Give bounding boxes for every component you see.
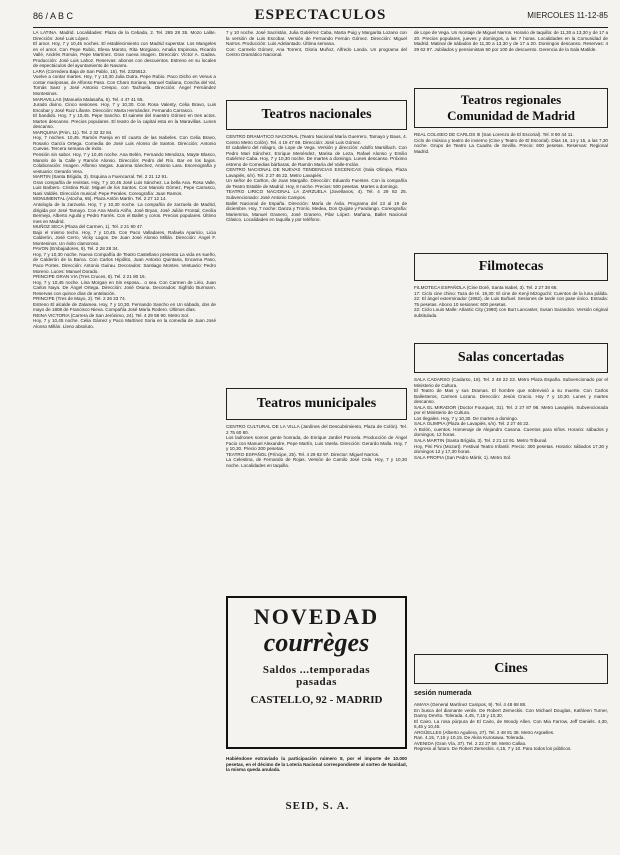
listing: Ciclo de música y teatro de invierno (Cine y Teatro de El Escorial). Días 16, 14 y 15, a las 7,30 noche. Grupo de Teatro La Cuadra de Sevilla. Precio: 600 pesetas. Reservas: Regional Madrid. xyxy=(414,137,608,154)
notice-lottery xyxy=(226,756,407,796)
listing: Los Ilegales. Hoy, 7 y 10,30. De martes a domingo. xyxy=(414,415,519,421)
heading-line: Comunidad de Madrid xyxy=(447,108,575,123)
heading-filmotecas: Filmotecas xyxy=(414,253,608,281)
heading-line: Teatros regionales xyxy=(460,92,562,107)
listing: Estreno El alcalde de Zalamea. Hoy, 7 y 10,30. Fernando Sancho en Un sábado, dos de mayo de 1808 de Francisco Nieva. Compañía José María Rodero. Últimos días. xyxy=(33,301,216,313)
listing: PRINCIPE GRAN VIA (Tres Cruces, 8). Tel. 2 21 80 16. xyxy=(33,274,146,280)
listing: MONUMENTAL (Atocha, 65). Plaza Antón Martín. Tel. 2 27 12 14. xyxy=(33,196,167,202)
column-middle-nacionales xyxy=(226,134,407,384)
listing: MUÑOZ SECA (Plaza del Carmen, 1). Tel. 2 21 90 47. xyxy=(33,224,144,230)
column-right-cines xyxy=(414,702,608,850)
listing: Vuelve a contar martes. Hoy, 7 y 10,30 Julia Dutra. Pepe Rubio. Paco Dicho en Venus a contar mariposas, de Alfonso Paso. Con Charo Soriano, Manuel Galiana, Concha del Val, Tomás Saez y José Antonio Crespo, con Tachuela. Dirección: Ángel Fernández Montesinos. xyxy=(33,74,216,97)
listing: de Lope de Vega. Un montaje de Miguel Narros. Horario de taquilla: de 11,30 a 13,30 y de 17 a 20. Precios populares, jueves y domingos, a las 7 horas. Localidades en la Comunidad de Madrid. Matinal de sábados de 11,30 a 13,30 y de 17 a 20. Domingos descanso. Reservas: 4 29 62 97. Jubilados y pensionistas 50 por 100 de descuento. Gerencia de la Sala Matilde. xyxy=(414,30,608,52)
listing: Jurado divino. Cinco sesiones. Hoy, 7 y 10,30. Con Rosa Valenty, Celia Bravo, Luis Escobar y José Ruiz Lifante. Dirección: Marta Hernández. Fernando Carrasco. xyxy=(33,102,216,113)
listing: ARGÜELLES (Alberto Aguilera, 27). Tel. 2 48 81 38. Metro Argüelles. xyxy=(414,729,555,735)
listing: Hoy, 7 y 10,30 noche. Nueva Compañía de Teatro Castellano presenta La vida es sueño, de Calderón de la Barca. Con Carlos Hipólito, Juan Antonio Quintana, Encarna Paso, Paco Portes. Dirección: Antonio Guirau. Decorados: Santiago Montes. Vestuario: Pedro Moreno. Luces: Manuel Dorado. xyxy=(33,251,216,274)
listing: Con: Carmelo Gómez, Ana Torrent, Gloria Muñoz, Alfredo Landa. Un programa del Centro Dramático Nacional. xyxy=(226,46,407,58)
listing: SALA CADARSO (Cadarso, 18). Tel. 2 48 22 23. Metro Plaza España. Subvencionado por el Ministerio de Cultura. xyxy=(414,377,608,388)
column-middle-municipales xyxy=(226,424,407,589)
section-title: ESPECTACULOS xyxy=(254,7,387,23)
listing: PAVON (Embajadores, 9). Tel. 2 28 28 34. xyxy=(33,246,119,252)
heading-teatros-nacionales: Teatros nacionales xyxy=(226,100,407,130)
page-number: 86 / A B C xyxy=(33,11,74,21)
listing: El caballero del milagro, de Lope de Vega. Versión y dirección: Adolfo Marsillach. Con Pedro Mari Sánchez, Enrique Menéndez, Marisa de Leza, Rafael Alonso y Emilio Gutiérrez Caba. Hoy, 7 y 10,30 noche. De martes a domingo. Lunes descanso. Próximo estreno de Comedias bárbaras, de Ramón María del Valle-Inclán. xyxy=(226,145,407,167)
listing: SALA EL MIRADOR (Doctor Fourquet, 31). Tel. 2 27 87 98. Metro Lavapiés. Subvencionada por el Ministerio de Cultura. xyxy=(414,404,608,416)
ad-address: CASTELLO, 92 - MADRID xyxy=(250,694,383,706)
listing: SALA PROPIA (San Pedro Mártir, 1). Metro Sol. xyxy=(414,454,512,460)
listing: MARQUINA (Prim, 11). Tel. 2 32 32 84. xyxy=(33,129,113,135)
column-right-filmotecas xyxy=(414,285,608,340)
listing: CENTRO NACIONAL DE NUEVAS TENDENCIAS ESCENICAS (Sala Olimpia, Plaza Lavapiés, s/n). Tel. 2 27 46 22. Metro Lavapiés. xyxy=(226,167,407,178)
listing: REINA VICTORIA (Carrera de San Jerónimo, 24). Tel. 4 29 58 90. Metro Sol. xyxy=(33,312,190,318)
listing: LARA (Corredera Baja de San Pablo, 15). Tel. 2325612. xyxy=(33,68,147,74)
ad-brand-logo: courrèges xyxy=(263,628,370,657)
heading-cines: Cines xyxy=(414,654,608,684)
page-header xyxy=(33,7,608,28)
listing: A Bolón, cuentos. Homenaje de Alejandro Casona. Cuentos para niños. Horario: sábados y domingos, 12 horas. xyxy=(414,426,608,438)
listing: CENTRO CULTURAL DE LA VILLA (Jardines del Descubrimiento, Plaza de Colón). Tel. 2 75 60 80. xyxy=(226,424,407,435)
listing: TEATRO LIRICO NACIONAL LA ZARZUELA (Jovellanos, 4). Tel. 4 29 82 25. Subvencionado: José Antonio Campos. xyxy=(226,189,407,201)
listing: Hoy, Pini Pini (Mozart). Festival Teatro Infantil. Precio: 300 pesetas. Horario: sábados 17,30 y domingos 12 y 17,30 horas. xyxy=(414,443,608,455)
listing: SALA OLIMPIA (Plaza de Lavapiés, s/n). Tel. 2 27 46 22. xyxy=(414,421,530,427)
listing: Los ladrones somos gente honrada, de Enrique Jardiel Poncela. Producción de Ángel Facio con Manuel Alexandre, Pepe Martín, Luis Varela. Dirección: Gerardo Malla. Hoy, 7 y 10,30. Precio 300 pesetas. xyxy=(226,435,407,452)
listing: Hoy, 7 y 10,45 noche. Celia Gámez y Paco Martínez Soria en la comedia de Juan José Alonso Millán. Lleno absoluto. xyxy=(33,318,216,329)
heading-teatros-regionales xyxy=(414,88,608,128)
ad-line: pasadas xyxy=(296,676,337,688)
column-right-concertadas xyxy=(414,377,608,647)
listing: Hoy, 7 y 10,45 noche. Lina Morgan en Sin esposa... o sea. Con Carmen de Lirio, Juan Carlos Naya. De Ángel Ortega. Dirección: José Osuna. Decorados: Sigfrido Burmann. Reservas con quince días de antelación. xyxy=(33,279,216,296)
ad-headline: NOVEDAD xyxy=(253,604,380,629)
advertisement-courreges xyxy=(226,596,407,749)
listing: Hoy, 7 noches. 10,45. Ramón Pareja en El cuarto de las Isabeles. Con Celia Bravo, Rosario García Ortega. Comedia de José Luis Alonso de Santos. Dirección: Antonio Cuevas. Tercera semana de éxito. xyxy=(33,135,216,152)
listing: Gran compañía de revistas. Hoy, 7 y 10,45 José Luis Sánchez. La bella Ana. Rosa Valle, Luis Barbero. Cristina Ruiz. Miguel de los Santos. Con Manolo Gómez, Pepe Carrasco, Nani Valdés. Dirección musical: Pepe Perales. Coreografía: Juan Ramos. xyxy=(33,179,216,196)
heading-teatros-municipales: Teatros municipales xyxy=(226,388,407,420)
listing: El Cairo. La rosa púrpura de El Cairo, de Woody Allen. Con Mia Farrow, Jeff Daniels. 4,30, 6,45 y 10,45. xyxy=(414,718,608,730)
listing: AVENIDA (Gran Vía, 37). Tel. 2 22 27 59. Metro Callao. xyxy=(414,740,527,746)
listing: 7 y 10 noche. José Sacristán, Julia Gutiérrez Caba, Marta Puig y Margarita Lozano con la versión de Luis Escobar. Versión de Fernando Fernán Gómez. Dirección: Miguel Narros. Producción: Luis Adelantado. Última semana. xyxy=(226,30,407,47)
column-middle-top xyxy=(226,30,407,95)
listing: MARTIN (Santa Brígida, 3). Esquina a Fuencarral. Tel. 2 21 12 91. xyxy=(33,174,168,180)
listing: MARAVILLAS (Manuela Malasaña, 6). Tel. 4 47 41 65. xyxy=(33,96,144,102)
listing: Ballet Nacional de España. Dirección: María de Ávila. Programa del 13 al 19 de diciembre. Hoy, 7 noche: Danza y Tronío, Medea, Don Quijote y Fandango. Coreografía: Mariemma, Manuel Granero, José Granero, Pilar López. Mañana, Ballet Nacional Clásico. Localidades en taquilla y por teléfono. xyxy=(226,200,407,223)
subheading-sesion-numerada: sesión numerada xyxy=(414,690,472,697)
column-right-regionales xyxy=(414,132,608,247)
listing: SALA MARTIN (Santa Brígida, 3). Tel. 2 21 12 91. Metro Tribunal. xyxy=(414,438,548,444)
listing: TEATRO ESPAÑOL (Príncipe, 25). Tel. 4 29 62 97. Director: Miguel Narros. xyxy=(226,451,380,457)
notice-text: Habiéndose extraviado la participación número 8, por el importe de 10.000 pesetas, en el décimo de la Lotería Nacional correspondiente al sorteo de Navidad, la misma queda anulada. xyxy=(226,756,407,773)
notice-signature: SEID, S. A. xyxy=(285,800,350,812)
listing: Antología de la zarzuela. Hoy, 7 y 10,30 noche. La compañía de zarzuela de Madrid, dirigida por José Tamayo. Con Ana María Ariño, José Bryan, José Julián Frontal, Cecilia Bermejo, Alberto Aguilá y Pedro Farrés. Con el Ballet y coros. Precios populares. Último mes en Madrid. xyxy=(33,201,216,224)
listing: La Celestina, de Fernando de Rojas. Versión de Camilo José Cela. Hoy, 7 y 10,30 noche. Localidades en taquilla. xyxy=(226,457,407,468)
listing: FILMOTECA ESPAÑOLA (Cine Doré, Santa Isabel, 3). Tel. 2 27 38 66. xyxy=(414,285,558,290)
listing: LA LATINA. Madrid. Localidades: Plaza de la Cebada, 2. Tel. 265 28 35. Mozo Lalite. Dirección: José Luis López. xyxy=(33,30,216,41)
listing: El Teatro de Mas y sus Dramas. El hombre que sobrevivió a su muerte. Con Carlos Ballesteros, Carmen Lozano. Dirección: Jesús Cracio. Hoy 7 y 10,30. Lunes y martes descanso. xyxy=(414,388,608,405)
listing: Pensión sin sabor. Hoy, 7 y 10,45 noche. Ana Belén, Fernando Mendoza, Mayte Blasco, Manolo de la Calle y Ramón Alonso. Dirección: Pedro del Río. Bar en los bajos. Colaboración: Imagen. Alfonso Vargas. Juanma Sánchez, Antonio Lara. Escenografía y vestuario: Gerardo Vera. xyxy=(33,152,216,174)
listing: REAL COLISEO DE CARLOS III (San Lorenzo de El Escorial). Tel. 8 90 44 11. xyxy=(414,132,574,137)
listing: 17: Ciclo cine chino: Taza de té. 19,30: El cine de Kenji Mizoguchi: Cuentos de la luna pálida. 22: El ángel exterminador (1962), de Luis Buñuel. Sesiones de tarde con pase único. Entrada: 75 pesetas. Abono 10 sesiones: 600 pesetas. xyxy=(414,290,608,307)
listing: Bajo el mismo techo. Hoy, 7 y 10,45. Con Paco Valladares, Rafaela Aparicio, Licia Calderón, José Cerro, Vicky Lagos. De Juan José Alonso Millán. Dirección: Ángel F. Montesinos. Un éxito clamoroso. xyxy=(33,229,216,246)
listing: PRINCIPE (Tres de Mayo, 2). Tel. 2 26 33 74. xyxy=(33,296,126,302)
heading-salas-concertadas: Salas concertadas xyxy=(414,343,608,373)
listing: El amor. Hoy, 7 y 10,45 noches. El establecimiento con Madrid superstar. Los Mangeles en el amor. Con Pepe Rubio, Elena Maroto, Rita Morgiano, Amalia Espinosa, Ricardo Vallé, Andrés Román, Pepe Martínez. Gran nueva imagen. Dirección: Víctor A. Gadea. Producción: José Luis Lahoz. Reservas: abonos con descuentos. Estreno en su locales de espectáculos del ayuntamiento de Navarra. xyxy=(33,41,216,69)
listing: AMAYA (General Martínez Campos, 9). Tel. 4 48 68 88. xyxy=(414,702,527,707)
column-right-top xyxy=(414,30,608,85)
column-left xyxy=(33,30,216,850)
listing: CENTRO DRAMATICO NACIONAL (Teatro Nacional María Guerrero, Tamayo y Baus, 4. Centro Metro Colón). Tel. 4 19 47 69. Dirección: José Luis Gómez. xyxy=(226,134,407,145)
listing: En busca del diamante verde. De Robert Zemeckis. Con Michael Douglas, Kathleen Turner, Danny DeVito. Tolerada. 4,45, 7,15 y 10,30. xyxy=(414,707,608,719)
listing: Regreso al futuro. De Robert Zemeckis. 4,15, 7 y 10. Para todos los públicos. xyxy=(414,746,572,752)
listing: Ran. 4,15, 7,15 y 10,15. De Akira Kurosawa. Tolerada. xyxy=(414,735,525,741)
listing: Un señor de Carlton, de Juan Margallo. Dirección: Eduardo Fuentes. Con la compañía de Teatro Estable de Madrid. Hoy, 8 noche. Precios: 500 pesetas. Martes a domingo. xyxy=(226,178,407,189)
listing: 22: Ciclo Louis Malle: Atlantic City (1980) con Burt Lancaster, Susan Sarandon. Versión original subtitulada. xyxy=(414,307,608,318)
ad-line: Saldos ...temporadas xyxy=(262,664,371,676)
listing: El bandido. Hoy, 7 y 10,45. Pepe Sancho. El sainete del maestro Gómez en tres actos. Martes descanso. Precios populares. El teatro de la capital esta en la Maravillas. Lunes descanso. xyxy=(33,113,216,130)
page-date: MIERCOLES 11-12-85 xyxy=(527,11,608,20)
